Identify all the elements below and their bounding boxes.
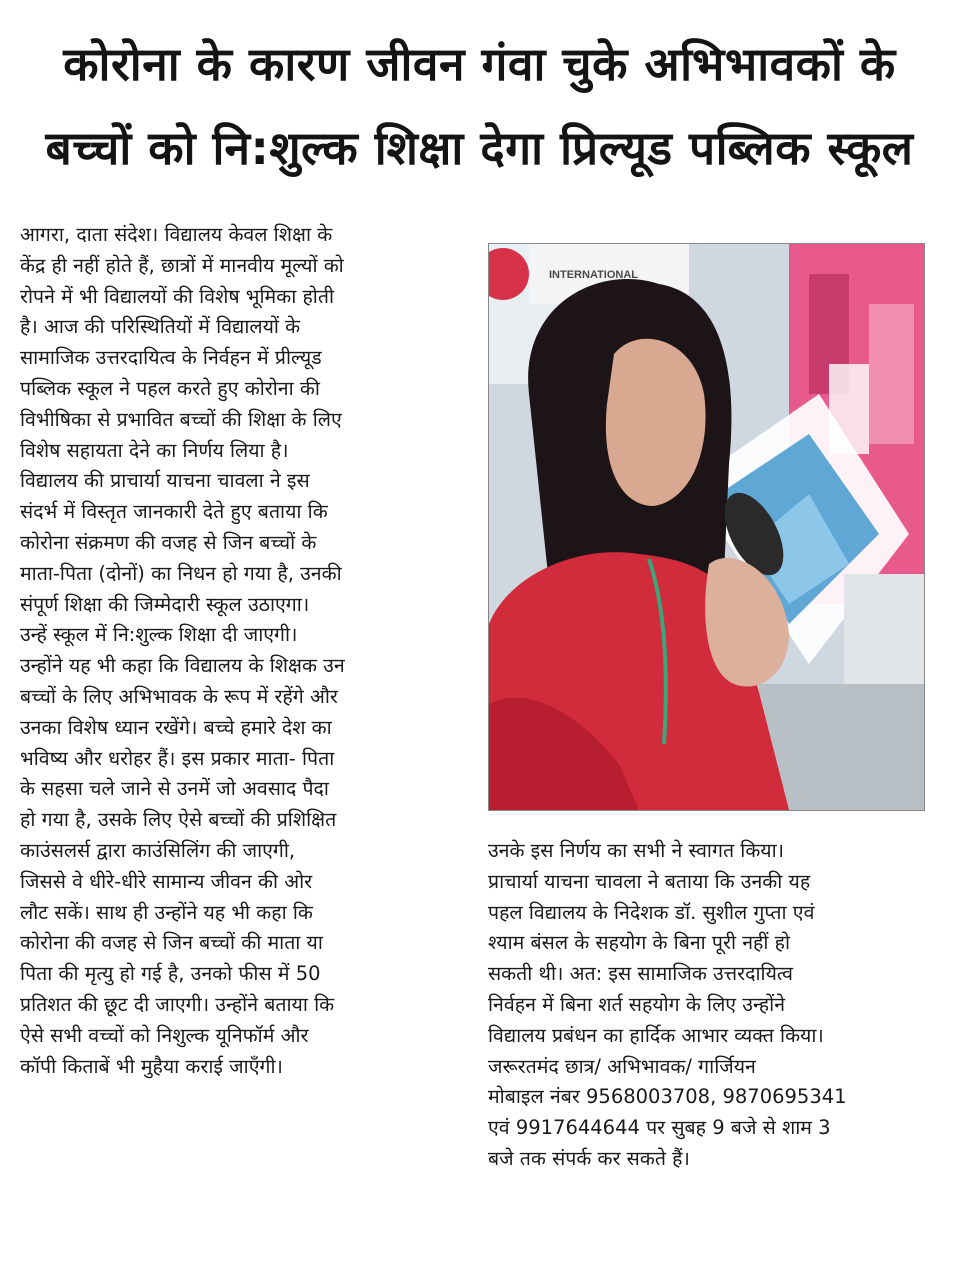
body-line: सामाजिक उत्तरदायित्व के निर्वहन में प्रील्यूड: [20, 346, 322, 370]
body-line: निर्वहन में बिना शर्त सहयोग के लिए उन्होंने: [488, 992, 786, 1016]
body-line: विद्यालय प्रबंधन का हार्दिक आभार व्यक्त किया।: [488, 1023, 824, 1047]
body-line: हो गया है, उसके लिए ऐसे बच्चों की प्रशिक्षित: [20, 808, 337, 832]
contact-line: जरूरतमंद छात्र/ अभिभावक/ गार्जियन: [488, 1054, 756, 1078]
body-line: कॉपी किताबें भी मुहैया कराई जाएँगी।: [20, 1054, 283, 1078]
contact-line: बजे तक संपर्क कर सकते हैं।: [488, 1146, 690, 1170]
principal-photo: [488, 243, 925, 811]
body-line: विद्यालय की प्राचार्या याचना चावला ने इस: [20, 469, 310, 493]
body-line: विभीषिका से प्रभावित बच्चों की शिक्षा के लिए: [20, 407, 342, 431]
body-line: बच्चों के लिए अभिभावक के रूप में रहेंगे और: [20, 684, 338, 708]
body-line: संदर्भ में विस्तृत जानकारी देते हुए बताया कि: [20, 500, 328, 524]
contact-line: मोबाइल नंबर 9568003708, 9870695341: [488, 1085, 847, 1109]
body-line: कोरोना की वजह से जिन बच्चों की माता या: [20, 931, 323, 955]
body-line: उनका विशेष ध्यान रखेंगे। बच्चे हमारे देश का: [20, 715, 332, 739]
body-line: प्राचार्या याचना चावला ने बताया कि उनकी यह: [488, 869, 811, 893]
banner-text: INTERNATIONAL: [549, 269, 639, 281]
body-line: पहल विद्यालय के निदेशक डॉ. सुशील गुप्ता एवं: [488, 900, 815, 924]
body-line: केंद्र ही नहीं होते हैं, छात्रों में मानवीय मूल्यों को: [20, 253, 344, 277]
body-line: श्याम बंसल के सहयोग के बिना पूरी नहीं हो: [488, 931, 791, 955]
body-line: विशेष सहायता देने का निर्णय लिया है।: [20, 438, 289, 462]
right-column: [488, 836, 938, 1175]
body-line: संपूर्ण शिक्षा की जिम्मेदारी स्कूल उठाएगा।: [20, 592, 310, 616]
body-line: माता-पिता (दोनों) का निधन हो गया है, उनकी: [20, 561, 342, 585]
body-line: उन्होंने यह भी कहा कि विद्यालय के शिक्षक उन: [20, 654, 345, 678]
headline-line-1: कोरोना के कारण जीवन गंवा चुके अभिभावकों के: [63, 37, 896, 91]
body-line: है। आज की परिस्थितियों में विद्यालयों के: [20, 315, 301, 339]
body-line: पिता की मृत्यु हो गई है, उनको फीस में 50: [20, 962, 321, 986]
body-line: काउंसलर्स द्वारा काउंसिलिंग की जाएगी,: [20, 838, 296, 862]
body-line: रोपने में भी विद्यालयों की विशेष भूमिका होती: [20, 284, 335, 308]
headline: [0, 22, 959, 190]
body-line: भविष्य और धरोहर हैं। इस प्रकार माता- पिता: [20, 746, 335, 770]
body-line: के सहसा चले जाने से उनमें जो अवसाद पैदा: [20, 777, 329, 801]
body-line: जिससे वे धीरे-धीरे सामान्य जीवन की ओर: [20, 869, 313, 893]
contact-line: एवं 9917644644 पर सुबह 9 बजे से शाम 3: [488, 1116, 831, 1140]
body-line: आगरा, दाता संदेश। विद्यालय केवल शिक्षा के: [20, 223, 333, 246]
left-column: [20, 220, 460, 1082]
body-line: उन्हें स्कूल में नि:शुल्क शिक्षा दी जाएगी।: [20, 623, 298, 647]
headline-line-2: बच्चों को नि:शुल्क शिक्षा देगा प्रिल्यूड पब्लिक स्कूल: [45, 121, 914, 175]
body-line: लौट सकें। साथ ही उन्होंने यह भी कहा कि: [20, 900, 313, 924]
body-line: उनके इस निर्णय का सभी ने स्वागत किया।: [488, 839, 785, 862]
body-line: पब्लिक स्कूल ने पहल करते हुए कोरोना की: [20, 376, 320, 400]
body-line: प्रतिशत की छूट दी जाएगी। उन्होंने बताया कि: [20, 992, 335, 1016]
body-line: ऐसे सभी वच्चों को निशुल्क यूनिफॉर्म और: [20, 1023, 309, 1047]
body-line: सकती थी। अत: इस सामाजिक उत्तरदायित्व: [488, 962, 793, 986]
body-line: कोरोना संक्रमण की वजह से जिन बच्चों के: [20, 530, 317, 554]
